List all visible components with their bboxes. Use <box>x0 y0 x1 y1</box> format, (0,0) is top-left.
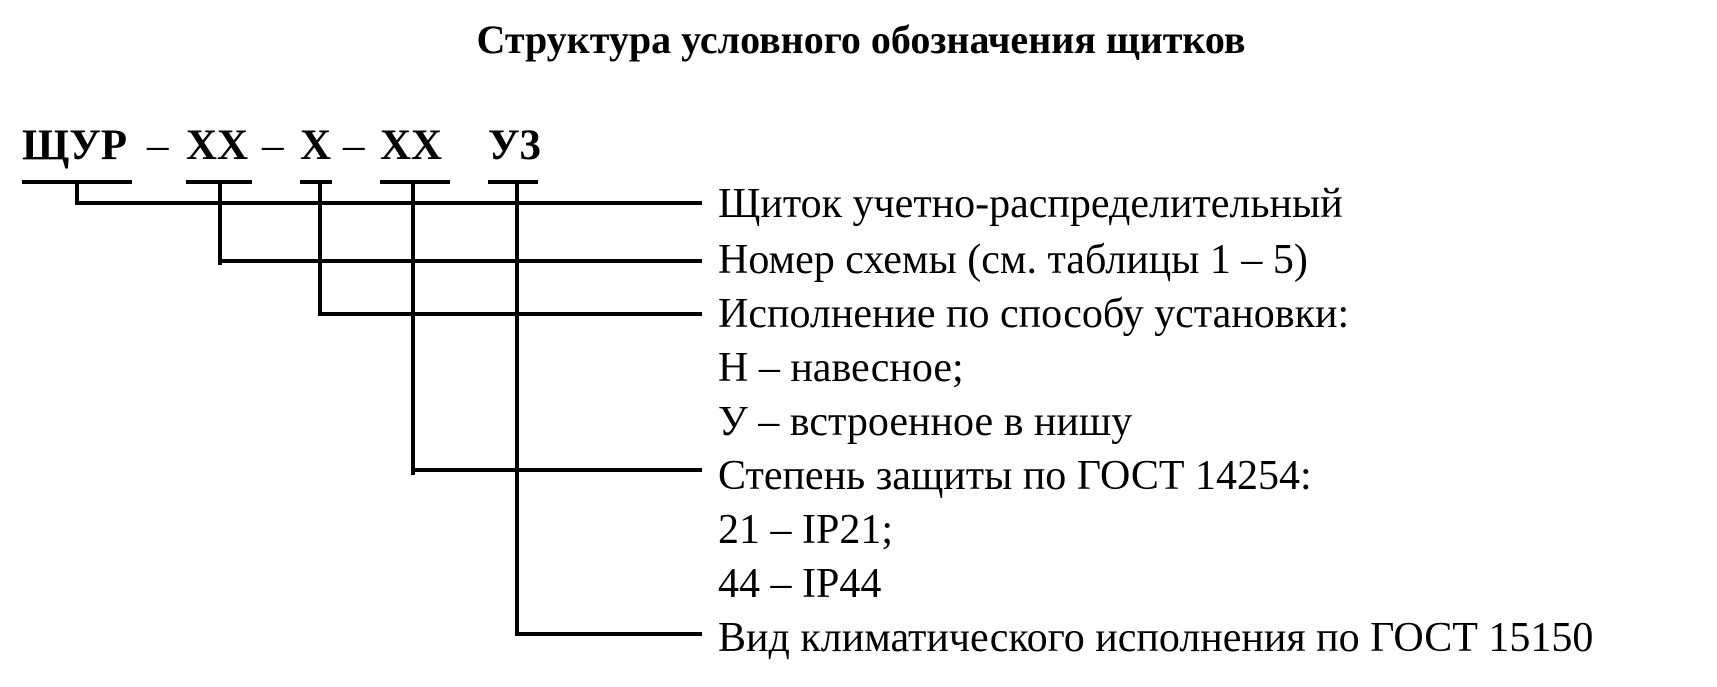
field-mounting-description: Исполнение по способу установки: <box>718 291 1350 337</box>
field-type-description: Щиток учетно-распределительный <box>718 181 1343 227</box>
field-protection-description: Степень защиты по ГОСТ 14254: <box>718 453 1312 499</box>
field-mounting-option: У – встроенное в нишу <box>718 399 1133 445</box>
code-segment-climate: У3 <box>488 122 542 169</box>
field-protection-option: 21 – IP21; <box>718 507 894 553</box>
code-segment-scheme: ХХ <box>186 122 249 169</box>
code-separator: – <box>262 122 284 169</box>
field-scheme-description: Номер схемы (см. таблицы 1 – 5) <box>718 237 1308 283</box>
code-segment-mounting: Х <box>300 122 332 169</box>
diagram-title: Структура условного обозначения щитков <box>476 17 1246 62</box>
code-segment-type: ЩУР <box>22 122 128 169</box>
field-mounting-option: Н – навесное; <box>718 345 964 391</box>
field-protection-option: 44 – IP44 <box>718 561 882 607</box>
code-separator: – <box>147 122 169 169</box>
field-climate-description: Вид климатического исполнения по ГОСТ 15150 <box>718 615 1594 661</box>
code-separator: – <box>343 122 365 169</box>
code-segment-protection: ХХ <box>380 122 443 169</box>
